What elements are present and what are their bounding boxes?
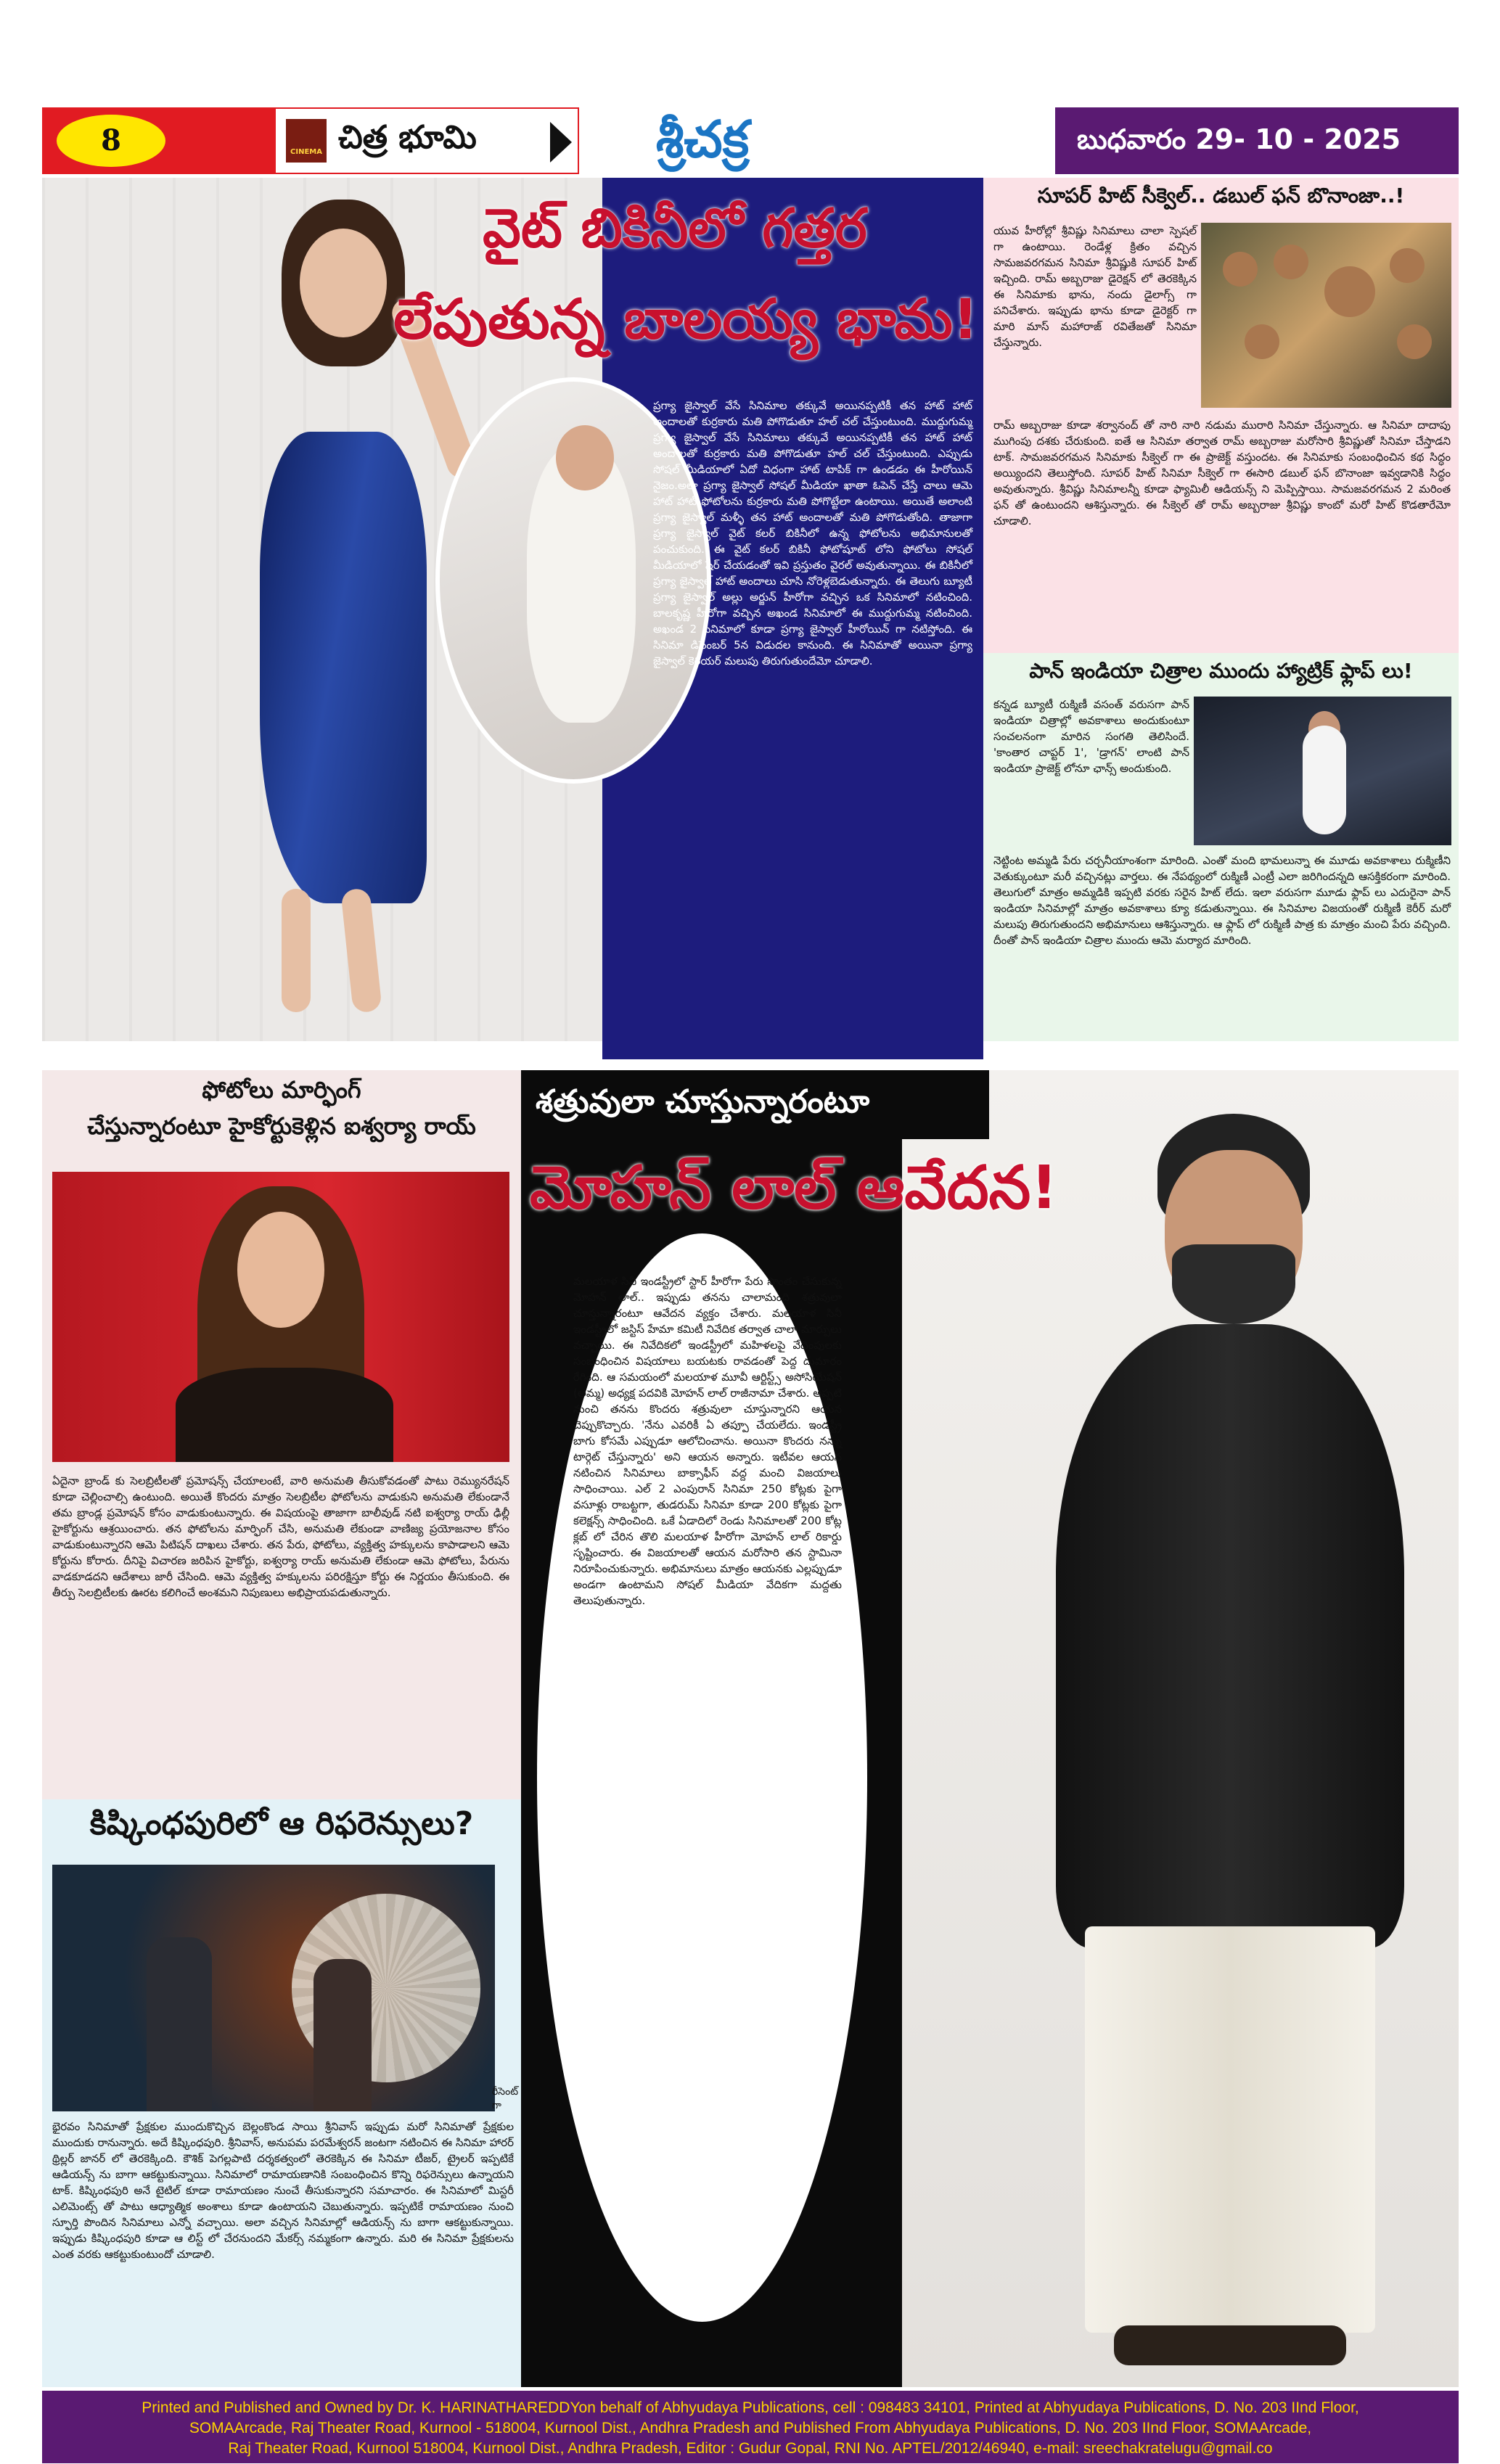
article-sequel-body-bottom: రామ్ అబ్బరాజు కూడా శర్వానంద్ తో నారి నారి నడుమ మురారి సినిమా చేస్తున్నారు. ఆ సినిమా దాదాపు ముగింపు దశకు చేరుకుంది. ఐతే ఆ సినిమా తర్వాత రామ్ అబ్బరాజు మరోసారి శ్రీవిష్ణుతో సినిమా చేస్తాడని టాక్. సామజవరగమన సినిమాకు సీక్వెల్ గా ఈ ప్రాజెక్ట్ వస్తుందట. ఈ సినిమాకు సంబంధించిన కథ సిద్ధం అయ్యిందని తెలుస్తోంది. సూపర్ హిట్ సినిమా సీక్వెల్ గా ఈసారి డబుల్ ఫన్ బొనాంజా ఇవ్వడానికి సిద్ధం అవుతున్నారు. శ్రీవిష్ణు సినిమాలన్నీ కూడా ఫ్యామిలీ ఆడియన్స్ ని మెప్పిస్తాయి. సామజవరగమన 2 మరింత ఫన్ తో ఉంటుందని ఆశిస్తున్నారు. ఈ సీక్వెల్ తో రామ్ అబ్బరాజు శ్రీవిష్ణు కాంబో మరో హిట్ కొడతారేమో చూడాలి.: [993, 419, 1451, 527]
film-reel-icon: CINEMA: [286, 119, 327, 163]
article-mohanlal-kicker-band: [521, 1070, 989, 1139]
article-kishkindhapuri-body: భైరవం సినిమాతో ప్రేక్షకుల ముందుకొచ్చిన బెల్లంకొండ సాయి శ్రీనివాస్ ఇప్పుడు మరో సినిమాతో ప్రేక్షకుల ముందుకు రానున్నారు. అదే కిష్కింధపురి. శ్రీనివాస్, అనుపమ పరమేశ్వరన్ జంటగా నటించిన ఈ సినిమా హారర్ థ్రిల్లర్ జానర్ లో తెరకెక్కింది. కౌశిక్ పెగల్లపాటి దర్శకత్వంలో తెరకెక్కిన ఈ సినిమా టీజర్, ట్రైలర్ ఇప్పటికే ఆడియన్స్ ను బాగా ఆకట్టుకున్నాయి. సినిమాలో రామాయణానికి సంబంధించిన కొన్ని రిఫరెన్సులు ఉన్నాయని టాక్. కిష్కింధపురి అనే టైటిల్ కూడా రామాయణం నుంచే తీసుకున్నారని సమాచారం. ఈ సినిమాలో మిస్టరీ ఎలిమెంట్స్ తో పాటు ఆధ్యాత్మిక అంశాలు కూడా ఉంటాయని చెబుతున్నారు. ఇప్పటికే రామాయణం నుంచి స్ఫూర్తి పొందిన సినిమాలు ఎన్నో వచ్చాయి. అలా వచ్చిన సినిమాల్లో ఆడియన్స్ ను బాగా ఆకట్టుకున్నాయి. ఇప్పుడు కిష్కింధపురి కూడా ఆ లిస్ట్ లో చేరనుందని మేకర్స్ నమ్మకంగా ఉన్నారు. మరి ఈ సినిమా ప్రేక్షకులను ఎంత వరకు ఆకట్టుకుంటుందో చూడాలి.: [52, 2120, 514, 2261]
page-number: 8: [57, 115, 165, 167]
article-sequel: [983, 178, 1459, 653]
page-number-band: [42, 107, 274, 174]
article-bikini-headline-1: వైట్ బికినీలో గత్తర: [483, 197, 867, 260]
arrow-right-icon: [550, 122, 572, 163]
article-pan-india: [983, 653, 1459, 1041]
article-mohanlal-kicker: శత్రువులా చూస్తున్నారంటూ: [536, 1083, 870, 1120]
imprint-line-1: Printed and Published and Owned by Dr. K. HARINATHAREDDYon behalf of Abhyudaya Publications, cell : 098483 34101, Printed at Abhyudaya Publications, D. No. 203 IInd Floor,: [142, 2399, 1359, 2416]
newspaper-logo: శ్రీచక్ర: [655, 109, 750, 169]
article-bikini-headline-2: లేపుతున్న బాలయ్య భామ!: [393, 287, 978, 351]
article-pan-india-headline: పాన్ ఇండియా చిత్రాల ముందు హ్యాట్రిక్ ఫ్లాప్ లు!: [1029, 659, 1413, 683]
article-aishwarya-headline-2: చేస్తున్నారంటూ హైకోర్టుకెళ్లిన ఐశ్వర్యా రాయ్: [87, 1112, 476, 1140]
masthead: [42, 107, 1459, 174]
article-bikini-body: ప్రగ్యా జైస్వాల్ వేసే సినిమాల తక్కువే అయినప్పటికీ తన హాట్ హాట్ అందాలతో కుర్రకారు మతి పోగొడుతూ హల్ చల్ చేస్తుంటుంది. ముద్దుగుమ్మ ప్రగ్యా జైస్వాల్ వేసే సినిమాలు తక్కువే అయినప్పటికీ తన హాట్ హాట్ అందాలతో కుర్రకారు మతి పోగొడుతూ హల్ చల్ చేస్తుంటుంది. ఎప్పుడు సోషల్ మీడియాలో ఏదో విధంగా హాట్ టాపిక్ గా ఉండడం ఈ హీరోయిన్ నైజం.అలా ప్రగ్యా జైస్వాల్ సోషల్ మీడియా ఖాతా ఓపెన్ చేస్తే చాలు ఆమె హాట్ హాట్ ఫోటోలను కుర్రకారు మతి పోగొట్టేలా ఉంటాయి. అయితే అలాంటి ప్రగ్యా జైస్వాల్ మళ్ళీ తన హాట్ అందాలతో మతి పోగొడుతోంది. తాజాగా ప్రగ్యా జైస్వాల్ వైట్ కలర్ బికినీలో ఉన్న ఫోటోలను అభిమానులతో పంచుకుంది. ఈ వైట్ కలర్ బికినీ ఫోటోషూట్ లోని ఫోటోలు సోషల్ మీడియాలో షేర్ చేయడంతో ఇవి ప్రస్తుతం వైరల్ అవుతున్నాయి. ఈ బికినీలో ప్రగ్యా జైస్వాల్ హాట్ అందాలు చూసి నోరెళ్లబెడుతున్నారు. ఈ తెలుగు బ్యూటీ ప్రగ్యా జైస్వాల్ అల్లు అర్జున్ హీరోగా వచ్చిన ఒక సినిమాలో నటించింది. బాలకృష్ణ హీరోగా వచ్చిన అఖండ సినిమాలో ఈ ముద్దుగుమ్మ నటించింది. అఖండ 2 సినిమాలో కూడా ప్రగ్యా జైస్వాల్ హీరోయిన్ గా నటిస్తోంది. ఈ సినిమా డిసెంబర్ 5న విడుదల కానుంది. ఈ సినిమాతో అయినా ప్రగ్యా జైస్వాల్ కెరియర్ మలుపు తిరుగుతుందేమో చూడాలి.: [653, 399, 972, 668]
article-sequel-headline: సూపర్ హిట్ సీక్వెల్.. డబుల్ ఫన్ బొనాంజా..!: [1037, 184, 1405, 208]
date-band: [1055, 107, 1459, 174]
article-kishkindhapuri-side-text: రీసెంట్ గా: [492, 2086, 519, 2111]
actress-stage-photo: [1194, 697, 1451, 845]
imprint-footer: [42, 2391, 1459, 2463]
mohanlal-photo: [874, 1070, 1459, 2387]
article-aishwarya-body: ఏదైనా బ్రాండ్ కు సెలబ్రిటీలతో ప్రమోషన్స్ చేయాలంటే, వారి అనుమతి తీసుకోవడంతో పాటు రెమ్యునరేషన్ కూడా చెల్లించాల్సి ఉంటుంది. అయితే కొందరు మాత్రం సెలబ్రిటీల ఫోటోలను వాడుకుని అనుమతి లేకుండానే తమ బ్రాండ్ల ప్రమోషన్ కోసం వాడుకుంటున్నారు. ఈ విషయంపై తాజాగా బాలీవుడ్ నటి ఐశ్వర్యా రాయ్ ఢిల్లీ హైకోర్టును ఆశ్రయించారు. తన ఫోటోలను మార్ఫింగ్ చేసి, అనుమతి లేకుండా వాణిజ్య ప్రయోజనాల కోసం వాడుకుంటున్నారని ఆమె పిటిషన్ దాఖలు చేశారు. తన పేరు, ఫోటోలు, వ్యక్తిత్వ హక్కులను కాపాడాలని ఆమె కోర్టును కోరారు. దీనిపై విచారణ జరిపిన హైకోర్టు, ఐశ్వర్యా రాయ్ అనుమతి లేకుండా ఆమె ఫోటోలు, పేరును వాడకూడదని ఆదేశాలు జారీ చేసింది. ఆమె వ్యక్తిత్వ హక్కులను పరిరక్షిస్తూ కోర్టు ఈ నిర్ణయం తీసుకుంది. ఈ తీర్పు సెలబ్రిటీలకు ఊరట కలిగించే అంశమని నిపుణులు అభిప్రాయపడుతున్నారు.: [52, 1474, 509, 1599]
article-mohanlal-headline: మోహన్ లాల్ ఆవేదన!: [530, 1154, 1058, 1223]
article-mohanlal-body: మలయాళ సినీ ఇండస్ట్రీలో స్టార్ హీరోగా పేరు సొంతం చేసుకున్న మోహన్ లాల్.. ఇప్పుడు తనను చాలామంది శత్రువులా చూస్తున్నారంటూ ఆవేదన వ్యక్తం చేశారు. మలయాళ సినీ ఇండస్ట్రీలో జస్టిస్ హేమా కమిటీ నివేదిక తర్వాత చాలా మార్పులు వచ్చాయి. ఈ నివేదికలో ఇండస్ట్రీలో మహిళలపై వేధింపులకు సంబంధించిన విషయాలు బయటకు రావడంతో పెద్ద దుమారం రేగింది. ఆ సమయంలో మలయాళ మూవీ ఆర్టిస్ట్స్ అసోసియేషన్ (అమ్మ) అధ్యక్ష పదవికి మోహన్ లాల్ రాజీనామా చేశారు. అప్పటి నుంచి తనను కొందరు శత్రువులా చూస్తున్నారని ఆయన చెప్పుకొచ్చారు. 'నేను ఎవరికీ ఏ తప్పూ చేయలేదు. ఇండస్ట్రీ బాగు కోసమే ఎప్పుడూ ఆలోచించాను. అయినా కొందరు నన్ను టార్గెట్ చేస్తున్నారు' అని ఆయన అన్నారు. ఇటీవల ఆయన నటించిన సినిమాలు బాక్సాఫీస్ వద్ద మంచి విజయాలు సాధించాయి. ఎల్ 2 ఎంపురాన్ సినిమా 250 కోట్లకు పైగా వసూళ్లు రాబట్టగా, తుడరుమ్ సినిమా కూడా 200 కోట్లకు పైగా కలెక్షన్స్ సాధించింది. ఒకే ఏడాదిలో రెండు సినిమాలతో 200 కోట్ల క్లబ్ లో చేరిన తొలి మలయాళ హీరోగా మోహన్ లాల్ రికార్డు సృష్టించారు. ఈ విజయాలతో ఆయన మరోసారి తన స్టామినా నిరూపించుకున్నారు. అభిమానులు మాత్రం ఆయనకు ఎల్లప్పుడూ అండగా ఉంటామని సోషల్ మీడియా వేదికగా మద్దతు తెలుపుతున్నారు.: [573, 1275, 842, 1607]
section-banner: [274, 107, 579, 174]
article-sequel-body-top: యువ హీరోల్లో శ్రీవిష్ణు సినిమాలు చాలా స్పెషల్ గా ఉంటాయి. రెండేళ్ల క్రితం వచ్చిన సామజవరగమన సినిమా శ్రీవిష్ణుకి సూపర్ హిట్ ఇచ్చింది. రామ్ అబ్బరాజు డైరెక్షన్ లో తెరకెక్కిన ఈ సినిమాకు భాను, నందు డైలాగ్స్ గా పనిచేశారు. ఇప్పుడు భాను కూడా డైరెక్టర్ గా మారి మాస్ మహారాజ్ రవితేజతో సినిమా చేస్తున్నారు.: [993, 224, 1197, 349]
movie-poster-photo: [52, 1865, 495, 2111]
issue-date: బుధవారం 29- 10 - 2025: [1077, 123, 1401, 155]
article-pan-india-body-bottom: నెట్టింట అమ్మడి పేరు చర్చనీయాంశంగా మారింది. ఎంతో మంది భామలున్నా ఈ మూడు అవకాశాలు రుక్మిణీని వెతుక్కుంటూ మరీ వచ్చినట్లు వార్తలు. ఈ నేపథ్యంలో రుక్మిణీ ఎంట్రీ ఎలా జరిగిందన్నది ఆసక్తికరంగా మారింది. తెలుగులో మాత్రం అమ్మడికి ఇప్పటి వరకు సరైన హిట్ లేదు. ఇలా వరుసగా మూడు ఫ్లాప్ లు ఎదురైనా పాన్ ఇండియా సినిమాల్లో మాత్రం అవకాశాలు క్యూ కడుతున్నాయి. ఈ సినిమాల విజయంతో రుక్మిణీ కెరీర్ మరో మలుపు తిరుగుతుందని అభిమానులు ఆశిస్తున్నారు. ఆ ఫ్లాప్ లో రుక్మిణీ పాత్ర కు మాత్రం మంచి పేరు వచ్చింది. దీంతో పాన్ ఇండియా చిత్రాల ముందు ఆమె మర్యాద మారింది.: [993, 854, 1451, 947]
article-aishwarya-headline-1: ఫోటోలు మార్ఫింగ్: [202, 1076, 361, 1104]
article-aishwarya: [42, 1070, 521, 1803]
article-kishkindhapuri-headline: కిష్కింధపురిలో ఆ రిఫరెన్సులు?: [89, 1805, 474, 1842]
movie-cast-photo: [1201, 223, 1451, 408]
section-title: చిత్ర భూమి: [338, 119, 477, 156]
imprint-line-2: SOMAArcade, Raj Theater Road, Kurnool - 518004, Kurnool Dist., Andhra Pradesh and Published From Abhyudaya Publications, D. No. 203 IInd Floor, SOMAArcade,: [189, 2420, 1312, 2436]
imprint-text: [57, 2398, 1444, 2459]
article-pan-india-body-top: కన్నడ బ్యూటీ రుక్మిణీ వసంత్ వరుసగా పాన్ ఇండియా చిత్రాల్లో అవకాశాలు అందుకుంటూ సంచలనంగా మారిన సంగతి తెలిసిందే. 'కాంతార చాప్టర్ 1', 'డ్రాగన్' లాంటి పాన్ ఇండియా ప్రాజెక్ట్ లోనూ ఛాన్స్ అందుకుంది.: [993, 698, 1189, 775]
aishwarya-photo: [52, 1172, 509, 1462]
imprint-line-3: Raj Theater Road, Kurnool 518004, Kurnool Dist., Andhra Pradesh, Editor : Gudur Gopal, RNI No. APTEL/2012/46940, e-mail: sreechakratelugu@gmail.co: [228, 2440, 1273, 2457]
article-kishkindhapuri: [42, 1799, 521, 2387]
